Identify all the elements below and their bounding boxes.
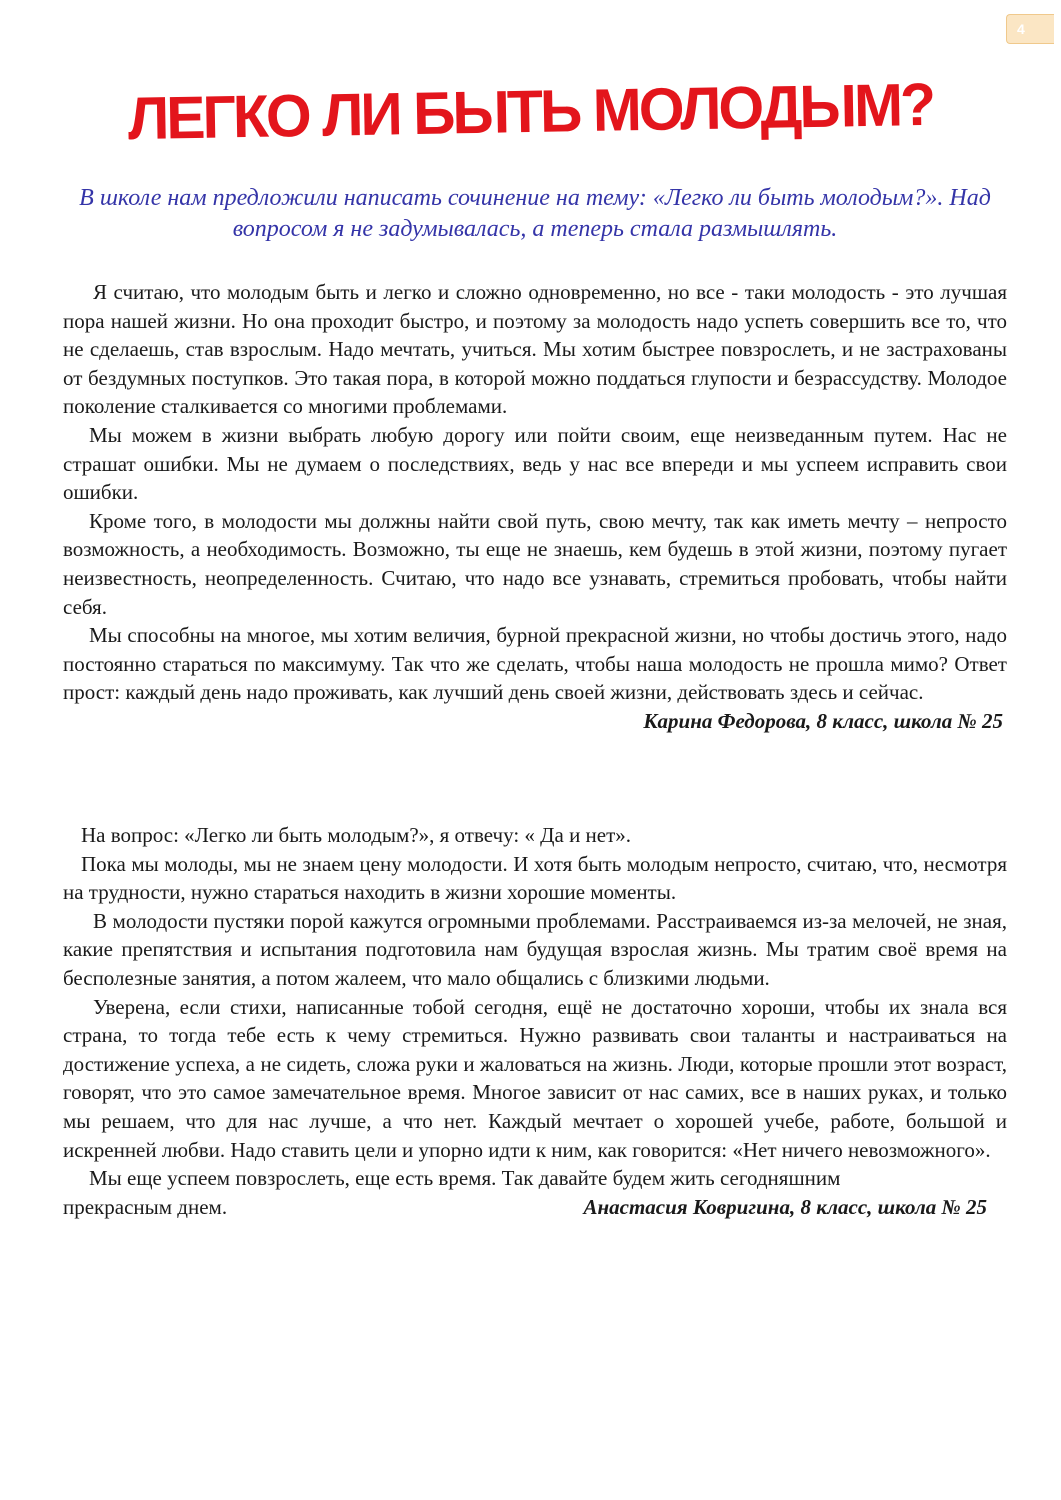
essay2-signature: Анастасия Ковригина, 8 класс, школа № 25: [583, 1194, 987, 1219]
essay2-paragraph: В молодости пустяки порой кажутся огромными проблемами. Расстраиваемся из-за мелочей, не зная, какие препятствия и испытания подготовила нам будущая взрослая жизнь. Мы тратим своё время на бесполезные занятия, а потом жалеем, что мало общались с близкими людьми.: [63, 908, 1007, 990]
essay1-signature: Карина Федорова, 8 класс, школа № 25: [643, 708, 1003, 733]
essay2-paragraph: Пока мы молоды, мы не знаем цену молодости. И хотя быть молодым непросто, считаю, что, несмотря на трудности, нужно стараться находить в жизни хорошие моменты.: [63, 851, 1007, 905]
page-number: 4: [1017, 21, 1025, 37]
page-number-badge: [1006, 14, 1054, 44]
essay2-last-line: прекрасным днем.: [63, 1194, 228, 1219]
intro-text: В школе нам предложили написать сочинение на тему: «Легко ли быть молодым?». Над вопросом я не задумывалась, а теперь стала размышлять.: [79, 185, 991, 242]
essay-first: [63, 278, 1007, 736]
essay2-paragraph: Уверена, если стихи, написанные тобой сегодня, ещё не достаточно хороши, чтобы их знала вся страна, то тогда тебе есть к чему стремиться. Нужно развивать свои таланты и настраиваться на достижение успеха, а не сидеть, сложа руки и жаловаться на жизнь. Люди, которые прошли этот возраст, говорят, что это самое замечательное время. Многое зависит от нас самих, все в наших руках, и только мы решаем, что для нас лучше, а что нет. Каждый мечтает о хорошей учебе, работе, большой и искренней любви. Надо ставить цели и упорно идти к ним, как говорится: «Нет ничего невозможного».: [63, 994, 1007, 1162]
essay1-paragraph: Кроме того, в молодости мы должны найти свой путь, свою мечту, так как иметь мечту – непросто возможность, а необходимость. Возможно, ты еще не знаешь, кем будешь в этой жизни, поэтому пугает неизвестность, неопределенность. Считаю, что надо все узнавать, стремиться пробовать, чтобы найти себя.: [63, 508, 1007, 619]
essay-second: [63, 821, 1007, 1221]
essay2-paragraph: На вопрос: «Легко ли быть молодым?», я отвечу: « Да и нет».: [81, 823, 632, 847]
essay1-paragraph: Мы можем в жизни выбрать любую дорогу или пойти своим, еще неизведанным путем. Нас не страшат ошибки. Мы не думаем о последствиях, ведь у нас все впереди и мы успеем исправить свои ошибки.: [63, 422, 1007, 505]
essay2-paragraph: Мы еще успеем повзрослеть, еще есть время. Так давайте будем жить сегодняшним: [89, 1166, 841, 1191]
essay1-paragraph: Мы способны на многое, мы хотим величия, бурной прекрасной жизни, но чтобы достичь этого, надо постоянно стараться по максимуму. Так что же сделать, чтобы наша молодость не прошла мимо? Ответ прост: каждый день надо проживать, как лучший день своей жизни, действовать здесь и сейчас.: [63, 623, 1007, 705]
essay1-paragraph: Я считаю, что молодым быть и легко и сложно одновременно, но все - таки молодость - это лучшая пора нашей жизни. Но она проходит быстро, и поэтому за молодость надо успеть совершить все то, что не сделаешь, став взрослым. Надо мечтать, учиться. Мы хотим быстрее повзрослеть, и не застрахованы от бездумных поступков. Это такая пора, в которой можно поддаться глупости и безрассудству. Молодое поколение сталкивается со многими проблемами.: [63, 280, 1007, 419]
page-title: ЛЕГКО ЛИ БЫТЬ МОЛОДЫМ?: [127, 70, 934, 153]
essay2-closing-line: [63, 1193, 1007, 1222]
